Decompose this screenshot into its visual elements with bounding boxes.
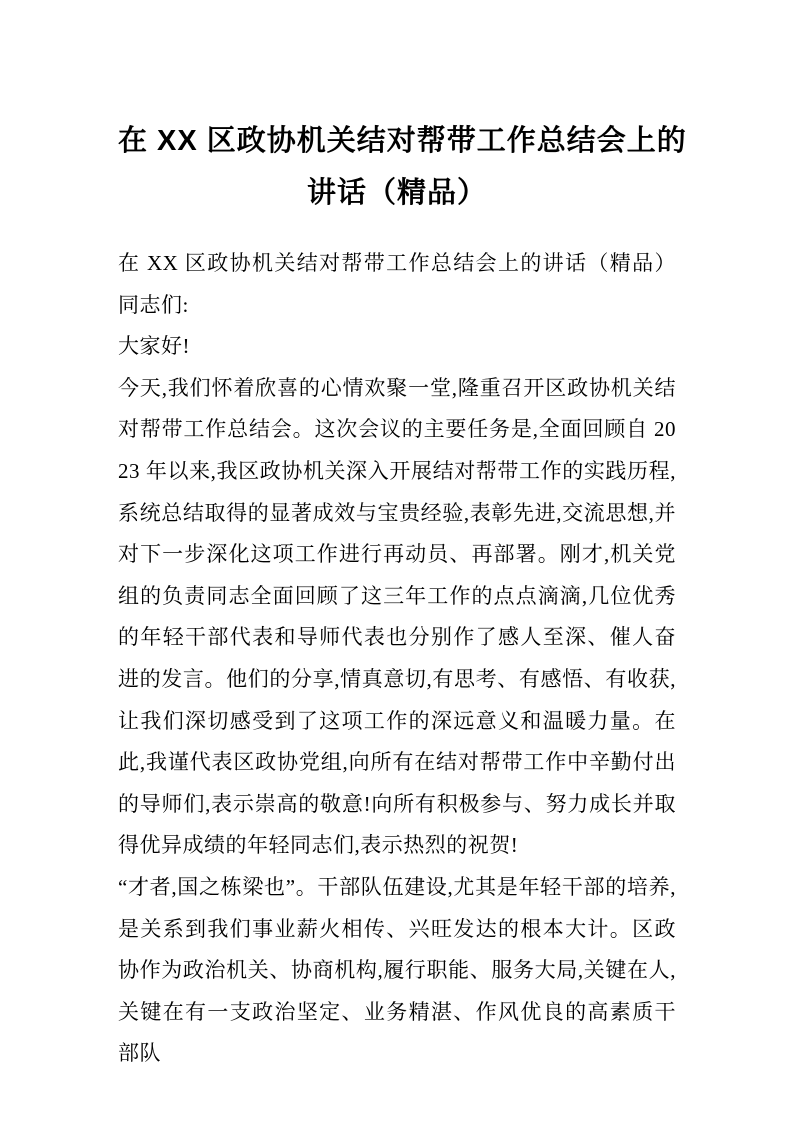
- paragraph-opening-review: 今天,我们怀着欣喜的心情欢聚一堂,隆重召开区政协机关结对帮带工作总结会。这次会议的主要任务是,全面回顾自 2023 年以来,我区政协机关深入开展结对帮带工作的实践历程,系统总结取得的显著成效与宝贵经验,表彰先进,交流思想,并对下一步深化这项工作进行再动员、再部署。刚才,机关党组的负责同志全面回顾了这三年工作的点点滴滴,几位优秀的年轻干部代表和导师代表也分别作了感人至深、催人奋进的发言。他们的分享,情真意切,有思考、有感悟、有收获,让我们深切感受到了这项工作的深远意义和温暖力量。在此,我谨代表区政协党组,向所有在结对帮带工作中辛勤付出的导师们,表示崇高的敬意!向所有积极参与、努力成长并取得优异成绩的年轻同志们,表示热烈的祝贺!: [118, 375, 676, 858]
- document-title: [118, 115, 687, 219]
- document-title-line-2: 讲话（精品）: [306, 177, 487, 209]
- document-body: [118, 243, 676, 1075]
- paragraph-greeting: 大家好!: [118, 334, 190, 359]
- paragraph-cadre-importance: “才者,国之栋梁也”。干部队伍建设,尤其是年轻干部的培养,是关系到我们事业薪火相传、兴旺发达的根本大计。区政协作为政治机关、协商机构,履行职能、服务大局,关键在人,关键在有一支政治坚定、业务精湛、作风优良的高素质干部队: [118, 874, 676, 1066]
- paragraph-salutation: 在 XX 区政协机关结对帮带工作总结会上的讲话（精品） 同志们:: [118, 251, 676, 317]
- document-title-line-1: 在 XX 区政协机关结对帮带工作总结会上的: [118, 125, 687, 157]
